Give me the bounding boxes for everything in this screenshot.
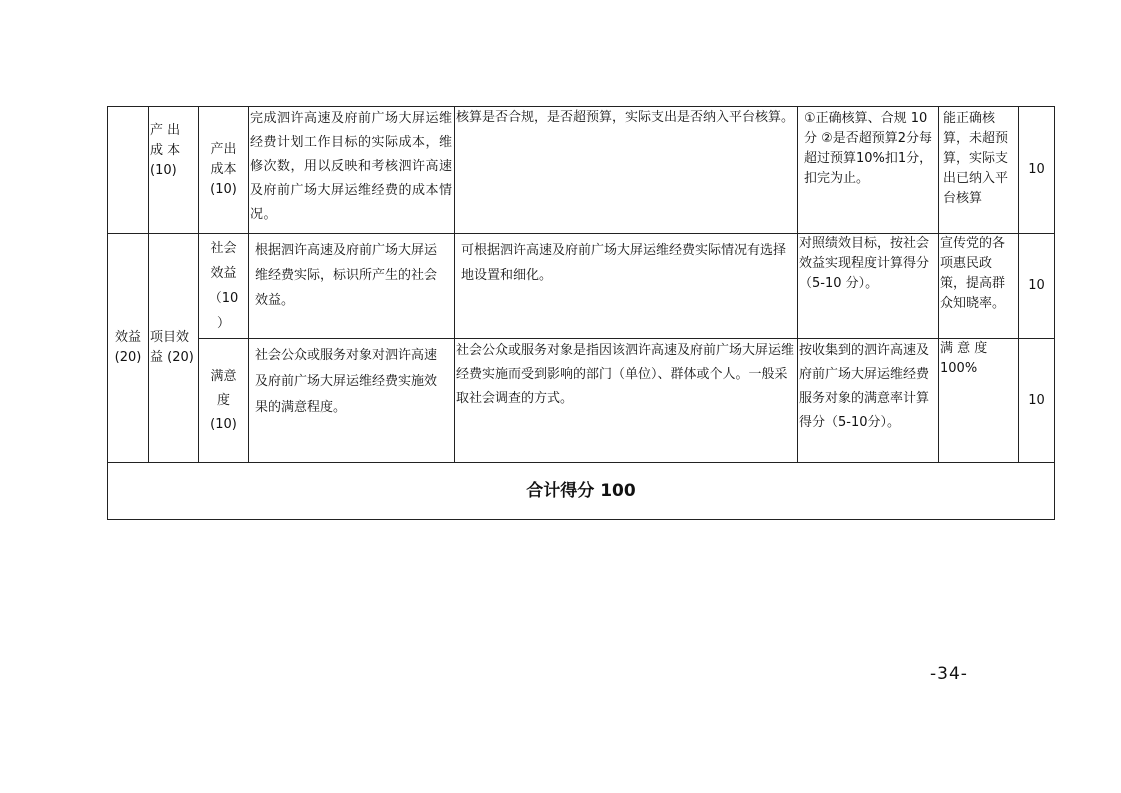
- score-cell: 10: [1019, 339, 1055, 463]
- table-row: [108, 463, 1055, 520]
- level2-indicator-cell: 产 出 成 本 (10): [149, 107, 199, 234]
- scoring-basis-cell: 可根据泗许高速及府前广场大屏运维经费实际情况有选择地设置和细化。: [455, 234, 798, 339]
- level1-indicator-cell: [108, 107, 149, 234]
- scoring-basis-cell: 核算是否合规，是否超预算，实际支出是否纳入平台核算。: [455, 107, 798, 234]
- evaluation-table: [107, 106, 1055, 520]
- scoring-basis-cell: 社会公众或服务对象是指因该泗许高速及府前广场大屏运维经费实施而受到影响的部门（单位）、群体或个人。一般采取社会调查的方式。: [455, 339, 798, 463]
- total-score: 合计得分 100: [108, 463, 1055, 520]
- indicator-description-cell: 根据泗许高速及府前广场大屏运维经费实际，标识所产生的社会效益。: [249, 234, 455, 339]
- indicator-description-cell: 社会公众或服务对象对泗许高速及府前广场大屏运维经费实施效果的满意程度。: [249, 339, 455, 463]
- indicator-description-cell: 完成泗许高速及府前广场大屏运维经费计划工作目标的实际成本，维修次数，用以反映和考核泗许高速及府前广场大屏运维经费的成本情况。: [249, 107, 455, 234]
- evaluation-result-cell: 满 意 度 100%: [939, 339, 1019, 463]
- table-row: [108, 339, 1055, 463]
- level1-indicator-cell: 效益 (20): [108, 234, 149, 463]
- scoring-method-cell: 按收集到的泗许高速及府前广场大屏运维经费服务对象的满意率计算得分（5-10分）。: [798, 339, 939, 463]
- page-number: -34-: [930, 664, 968, 684]
- scoring-method-cell: 对照绩效目标，按社会效益实现程度计算得分（5-10 分）。: [798, 234, 939, 339]
- score-cell: 10: [1019, 107, 1055, 234]
- table-row: [108, 234, 1055, 339]
- score-cell: 10: [1019, 234, 1055, 339]
- level3-indicator-cell: 社会 效益 （10 ）: [199, 234, 249, 339]
- scoring-method-cell: ①正确核算、合规 10分 ②是否超预算2分每超过预算10%扣1分，扣完为止。: [798, 107, 939, 234]
- table-row: [108, 107, 1055, 234]
- evaluation-result-cell: 宣传党的各项惠民政策，提高群众知晓率。: [939, 234, 1019, 339]
- level2-indicator-cell: 项目效 益 (20): [149, 234, 199, 463]
- level3-indicator-cell: 满意 度 (10): [199, 339, 249, 463]
- evaluation-result-cell: 能正确核算，未超预算，实际支出已纳入平台核算: [939, 107, 1019, 234]
- level3-indicator-cell: 产出 成本 (10): [199, 107, 249, 234]
